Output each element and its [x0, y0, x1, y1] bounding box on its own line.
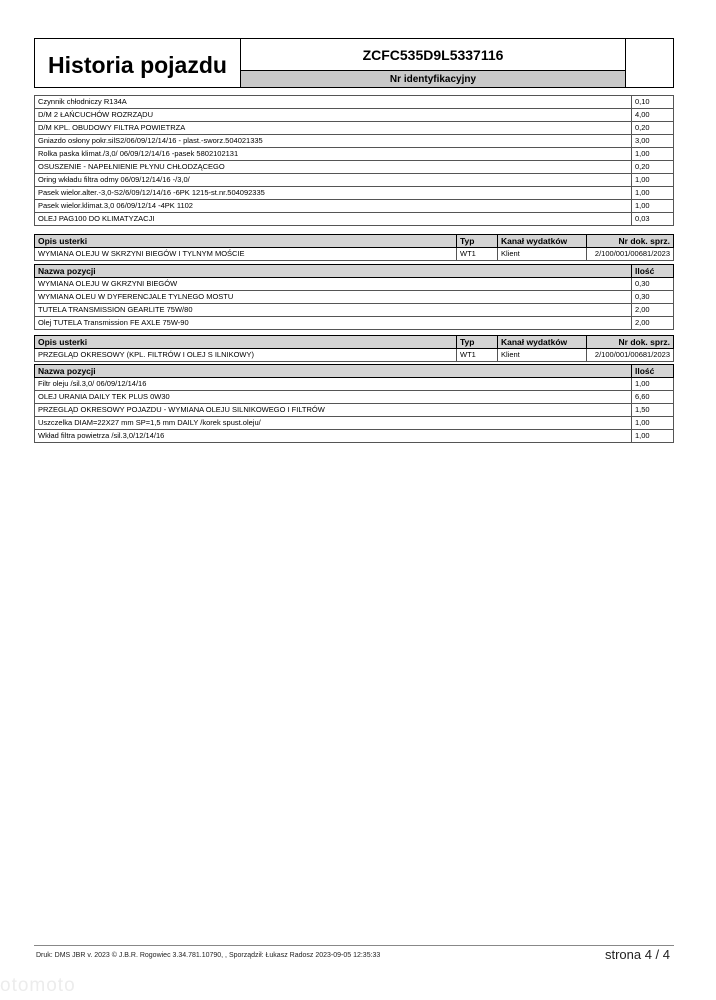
- item-qty: 0,30: [632, 278, 674, 291]
- item-name: WYMIANA OLEU W DYFERENCJALE TYLNEGO MOSTU: [35, 291, 632, 304]
- document-title: Historia pojazdu: [35, 39, 241, 87]
- item-name: Rolka paska klimat./3,0/ 06/09/12/14/16 -pasek 5802102131: [35, 148, 632, 161]
- item-qty: 1,00: [632, 417, 674, 430]
- item-name: Gniazdo osłony pokr.silS2/06/09/12/14/16 - plast.-sworz.504021335: [35, 135, 632, 148]
- repair-kanal: Klient: [498, 349, 587, 362]
- table-row: [35, 378, 674, 391]
- col-ilosc: Ilość: [632, 265, 674, 278]
- parts-table-1: [34, 95, 674, 226]
- col-typ: Typ: [457, 235, 498, 248]
- item-qty: 1,50: [632, 404, 674, 417]
- table-row: [35, 430, 674, 443]
- item-qty: 3,00: [632, 135, 674, 148]
- parts-table-3: [34, 364, 674, 443]
- col-kanal: Kanał wydatków: [498, 235, 587, 248]
- repair-row: [35, 248, 674, 261]
- item-qty: 2,00: [632, 304, 674, 317]
- header-empty-cell: [626, 39, 673, 87]
- item-name: D/M 2 ŁAŃCUCHÓW ROZRZĄDU: [35, 109, 632, 122]
- document-header: [34, 38, 674, 88]
- table-row: [35, 417, 674, 430]
- parts-table-2: [34, 264, 674, 330]
- vin-value: ZCFC535D9L5337116: [362, 46, 504, 63]
- items-header-row: [35, 365, 674, 378]
- table-row: [35, 278, 674, 291]
- item-qty: 0,20: [632, 161, 674, 174]
- col-opis-usterki: Opis usterki: [35, 336, 457, 349]
- item-name: Oring wkładu filtra odmy 06/09/12/14/16 -/3,0/: [35, 174, 632, 187]
- col-kanal: Kanał wydatków: [498, 336, 587, 349]
- item-name: OLEJ URANIA DAILY TEK PLUS 0W30: [35, 391, 632, 404]
- repair-typ: WT1: [457, 349, 498, 362]
- item-name: Czynnik chłodniczy R134A: [35, 96, 632, 109]
- watermark-logo: otomoto: [0, 975, 76, 996]
- repair-header-row: [35, 235, 674, 248]
- item-qty: 0,03: [632, 213, 674, 226]
- item-name: Wkład filtra powietrza /sil.3,0/12/14/16: [35, 430, 632, 443]
- item-name: Uszczelka DIAM=22X27 mm SP=1,5 mm DAILY /korek spust.oleju/: [35, 417, 632, 430]
- page-number: strona 4 / 4: [604, 947, 670, 962]
- repair-opis: WYMIANA OLEJU W SKRZYNI BIEGÓW I TYLNYM MOŚCIE: [35, 248, 457, 261]
- table-row: [35, 109, 674, 122]
- table-row: [35, 161, 674, 174]
- item-name: Pasek wielor.klimat.3,0 06/09/12/14 -4PK 1102: [35, 200, 632, 213]
- repair-kanal: Klient: [498, 248, 587, 261]
- item-qty: 1,00: [632, 187, 674, 200]
- item-qty: 0,30: [632, 291, 674, 304]
- repair-row: [35, 349, 674, 362]
- item-name: TUTELA TRANSMISSION GEARLITE 75W/80: [35, 304, 632, 317]
- repair-nr: 2/100/001/00681/2023: [587, 248, 674, 261]
- item-qty: 1,00: [632, 174, 674, 187]
- col-nazwa-pozycji: Nazwa pozycji: [35, 365, 632, 378]
- col-opis-usterki: Opis usterki: [35, 235, 457, 248]
- item-qty: 1,00: [632, 148, 674, 161]
- item-name: OLEJ PAG100 DO KLIMATYZACJI: [35, 213, 632, 226]
- vin-label: Nr identyfikacyjny: [241, 70, 625, 87]
- item-name: PRZEGLĄD OKRESOWY POJAZDU - WYMIANA OLEJU SILNIKOWEGO I FILTRÓW: [35, 404, 632, 417]
- items-header-row: [35, 265, 674, 278]
- item-name: OSUSZENIE - NAPEŁNIENIE PŁYNU CHŁODZĄCEGO: [35, 161, 632, 174]
- table-row: [35, 404, 674, 417]
- repair-table-2: [34, 335, 674, 362]
- item-qty: 1,00: [632, 200, 674, 213]
- table-row: [35, 213, 674, 226]
- repair-header-row: [35, 336, 674, 349]
- table-row: [35, 135, 674, 148]
- table-row: [35, 391, 674, 404]
- table-row: [35, 317, 674, 330]
- item-qty: 1,00: [632, 378, 674, 391]
- item-name: WYMIANA OLEJU W GKRZYNI BIEGÓW: [35, 278, 632, 291]
- table-row: [35, 148, 674, 161]
- table-row: [35, 304, 674, 317]
- item-name: D/M KPL. OBUDOWY FILTRA POWIETRZA: [35, 122, 632, 135]
- table-row: [35, 291, 674, 304]
- item-name: Olej TUTELA Transmission FE AXLE 75W-90: [35, 317, 632, 330]
- item-qty: 2,00: [632, 317, 674, 330]
- item-name: Filtr oleju /sil.3,0/ 06/09/12/14/16: [35, 378, 632, 391]
- item-qty: 4,00: [632, 109, 674, 122]
- table-row: [35, 96, 674, 109]
- item-qty: 0,10: [632, 96, 674, 109]
- repair-nr: 2/100/001/00681/2023: [587, 349, 674, 362]
- repair-table-1: [34, 234, 674, 261]
- item-qty: 1,00: [632, 430, 674, 443]
- table-row: [35, 174, 674, 187]
- table-row: [35, 122, 674, 135]
- col-ilosc: Ilość: [632, 365, 674, 378]
- col-typ: Typ: [457, 336, 498, 349]
- repair-typ: WT1: [457, 248, 498, 261]
- item-qty: 6,60: [632, 391, 674, 404]
- table-row: [35, 200, 674, 213]
- col-nr-dok: Nr dok. sprz.: [587, 336, 674, 349]
- item-name: Pasek wielor.alter.-3,0-S2/6/09/12/14/16 -6PK 1215-st.nr.504092335: [35, 187, 632, 200]
- vin-block: [241, 39, 626, 87]
- footer-print-info: Druk: DMS JBR v. 2023 © J.B.R. Rogowiec 3.34.781.10790, , Sporządził: Łukasz Radosz 2023-09-05 12:35:33: [36, 952, 381, 959]
- footer-divider: [34, 945, 674, 946]
- table-row: [35, 187, 674, 200]
- col-nazwa-pozycji: Nazwa pozycji: [35, 265, 632, 278]
- repair-opis: PRZEGLĄD OKRESOWY (KPL. FILTRÓW I OLEJ S ILNIKOWY): [35, 349, 457, 362]
- item-qty: 0,20: [632, 122, 674, 135]
- col-nr-dok: Nr dok. sprz.: [587, 235, 674, 248]
